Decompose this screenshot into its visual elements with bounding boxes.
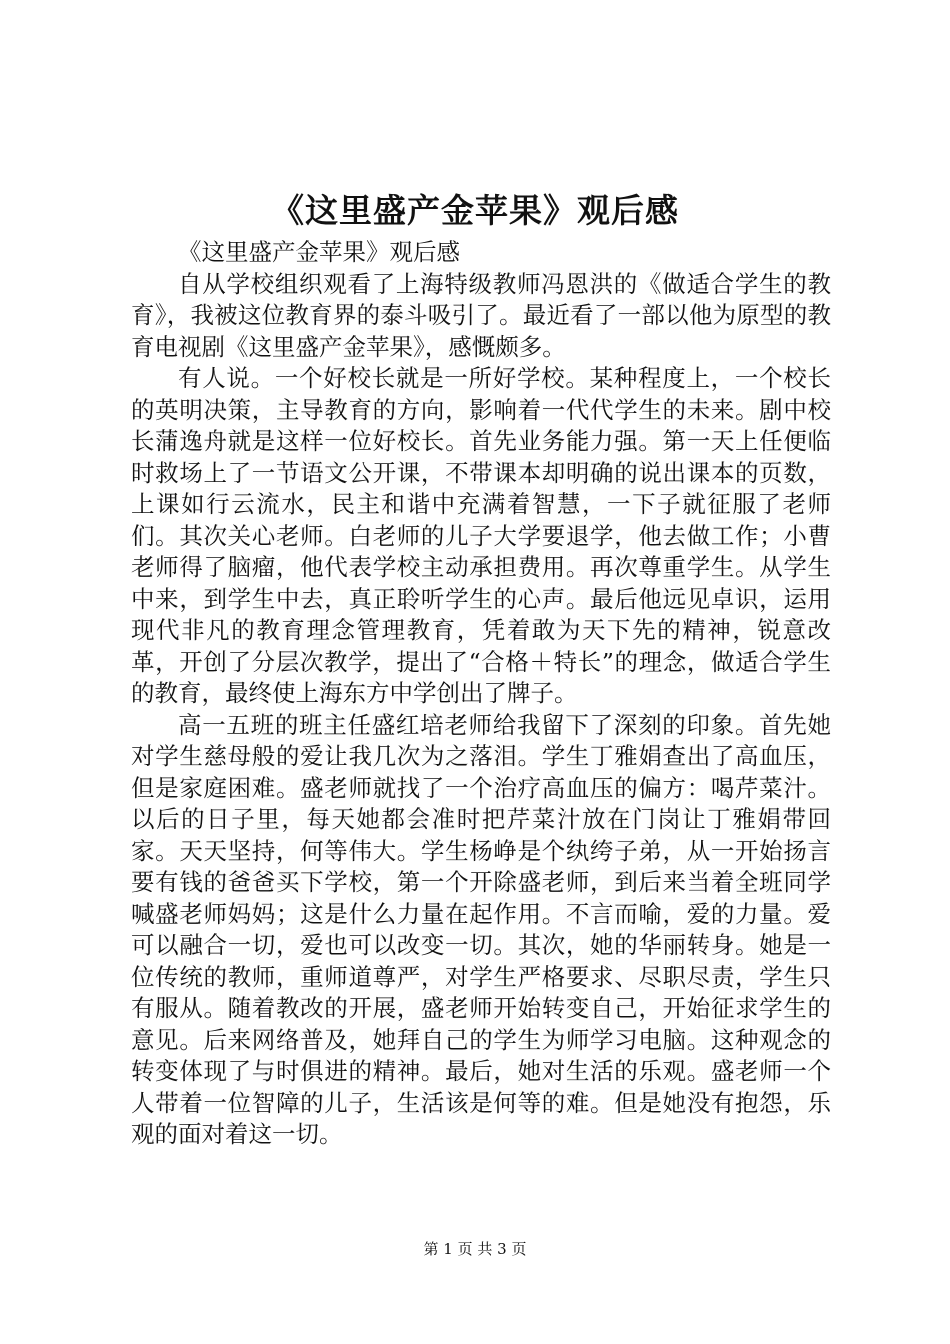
paragraph-subtitle: 《这里盛产金苹果》观后感 bbox=[178, 238, 460, 266]
page-footer: 第 1 页 共 3 页 bbox=[423, 1240, 527, 1258]
paragraph-teacher: 高一五班的班主任盛红培老师给我留下了深刻的印象。首先她对学生慈母般的爱让我几次为之落泪。学生丁雅娟查出了高血压，但是家庭困难。盛老师就找了一个治疗高血压的偏方：喝芹菜汁。以后的日子里，每天她都会准时把芹菜汁放在门岗让丁雅娟带回家。天天坚持，何等伟大。学生杨峥是个纨绔子弟，从一开始扬言要有钱的爸爸买下学校，第一个开除盛老师，到后来当着全班同学喊盛老师妈妈；这是什么力量在起作用。不言而喻，爱的力量。爱可以融合一切，爱也可以改变一切。其次，她的华丽转身。她是一位传统的教师，重师道尊严，对学生严格要求、尽职尽责，学生只有服从。随着教改的开展，盛老师开始转变自己，开始征求学生的意见。后来网络普及，她拜自己的学生为师学习电脑。这种观念的转变体现了与时俱进的精神。最后，她对生活的乐观。盛老师一个人带着一位智障的儿子，生活该是何等的难。但是她没有抱怨，乐观的面对着这一切。 bbox=[131, 710, 831, 1148]
document-body bbox=[131, 237, 831, 1151]
paragraph-intro: 自从学校组织观看了上海特级教师冯恩洪的《做适合学生的教育》，我被这位教育界的泰斗吸引了。最近看了一部以他为原型的教育电视剧《这里盛产金苹果》，感慨颇多。 bbox=[131, 269, 831, 361]
paragraph-principal: 有人说。一个好校长就是一所好学校。某种程度上，一个校长的英明决策，主导教育的方向，影响着一代代学生的未来。剧中校长蒲逸舟就是这样一位好校长。首先业务能力强。第一天上任便临时救场上了一节语文公开课，不带课本却明确的说出课本的页数，上课如行云流水，民主和谐中充满着智慧，一下子就征服了老师们。其次关心老师。白老师的儿子大学要退学，他去做工作；小曹老师得了脑瘤，他代表学校主动承担费用。再次尊重学生。从学生中来，到学生中去，真正聆听学生的心声。最后他远见卓识，运用现代非凡的教育理念管理教育，凭着敢为天下先的精神，锐意改革，开创了分层次教学，提出了“合格＋特长”的理念，做适合学生的教育，最终使上海东方中学创出了牌子。 bbox=[131, 364, 831, 707]
document-title: 《这里盛产金苹果》观后感 bbox=[271, 191, 679, 230]
